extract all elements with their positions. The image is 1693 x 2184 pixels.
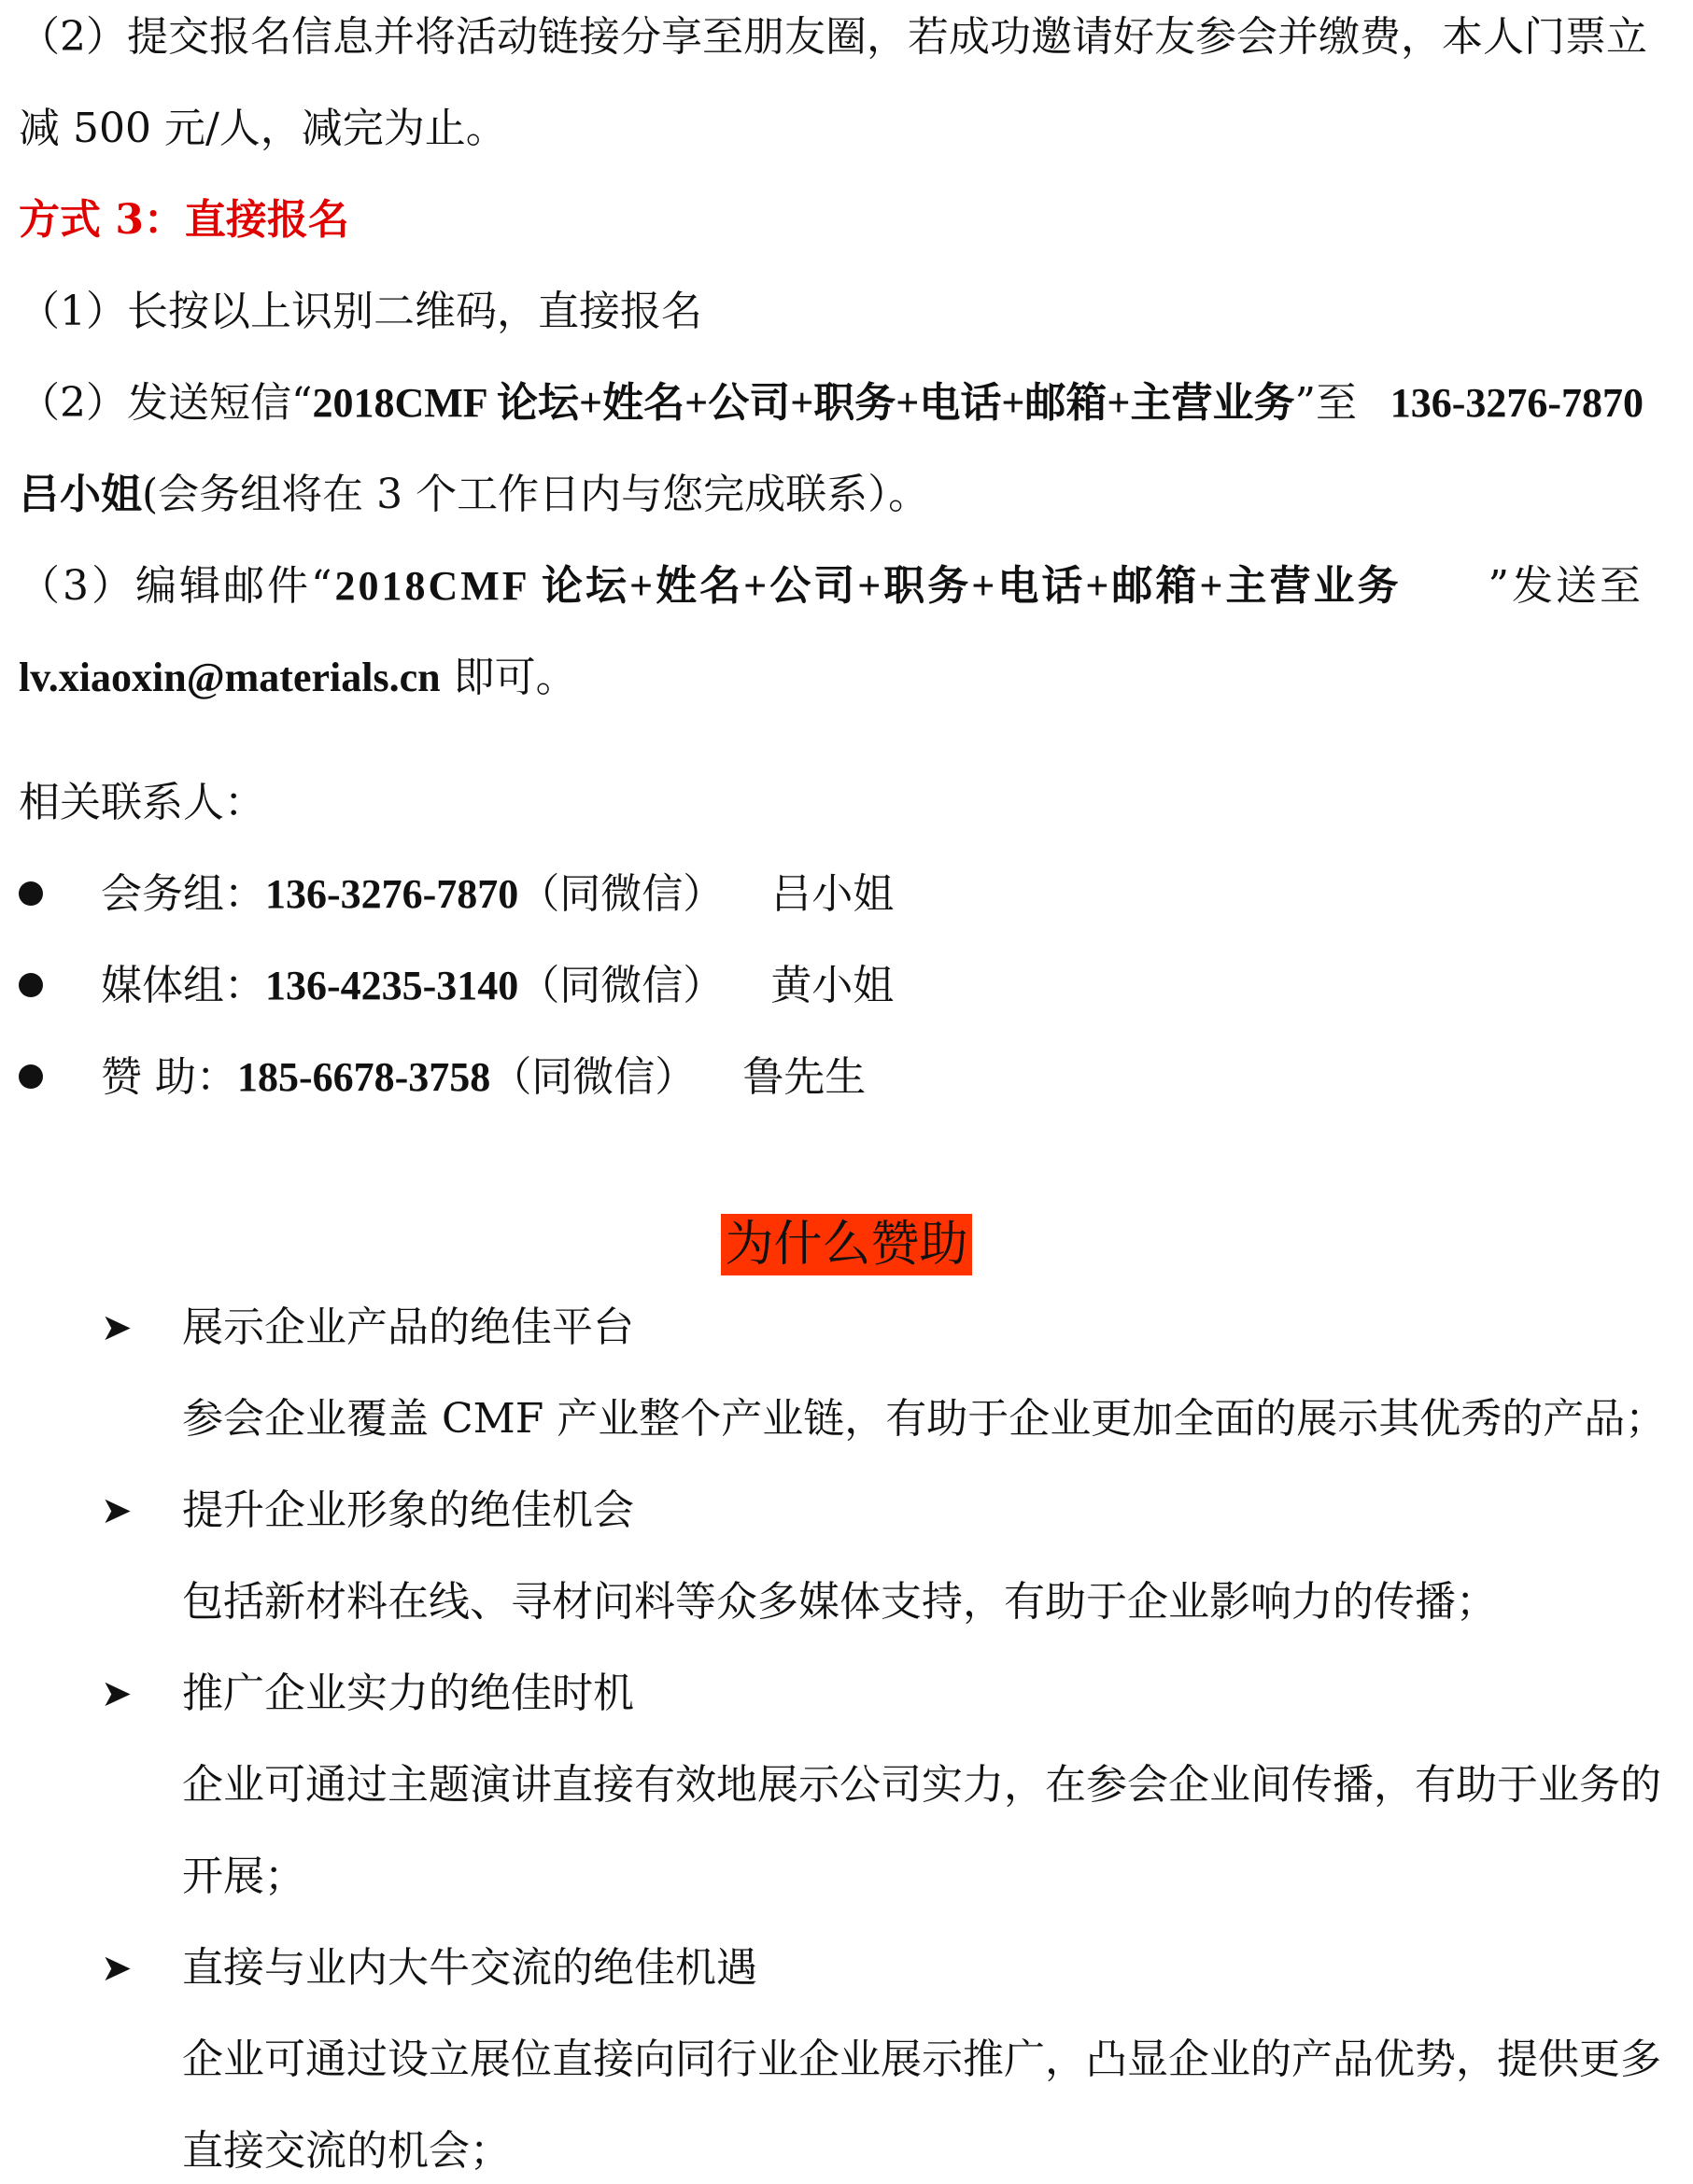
method-3-step-2-cont [19,467,1644,523]
sponsor-item-desc: 企业可通过设立展位直接向同行业企业展示推广，凸显企业的产品优势，提供更多 [182,2036,1661,2083]
step-2-mid: ”至 [1294,379,1357,427]
contact-phone[interactable]: 136-4235-3140 [265,963,519,1008]
registration-line-1: （2）提交报名信息并将活动链接分享至朋友圈，若成功邀请好友参会并缴费，本人门票立 [19,13,1647,61]
contact-note: （同微信） [518,962,725,1009]
sponsor-item-heading: 展示企业产品的绝佳平台 [182,1303,634,1351]
arrowhead-icon: ➤ [101,1306,133,1349]
contact-note: （同微信） [490,1053,697,1101]
filled-circle-icon [19,881,43,906]
step-3-prefix: （3）编辑邮件“ [19,562,335,610]
method-3-step-1: （1）长按以上识别二维码，直接报名 [19,288,702,335]
method-3-title: 方式 3：直接报名 [19,196,349,244]
contact-phone[interactable]: 136-3276-7870 [265,871,519,917]
contact-name: 黄小姐 [770,962,895,1009]
contact-label: 媒体组： [101,962,265,1009]
contact-item [19,958,894,1014]
contact-note: （同微信） [518,870,725,918]
step-2-phone[interactable]: 136-3276-7870 [1390,380,1644,426]
sponsor-item-desc: 参会企业覆盖 CMF 产业整个产业链，有助于企业更加全面的展示其优秀的产品； [182,1395,1667,1443]
step-2-contact-name: 吕小姐 [19,472,142,517]
contact-name: 吕小姐 [770,870,895,918]
step-2-suffix: (会务组将在 3 个工作日内与您完成联系）。 [142,471,930,518]
sponsor-item-desc: 开展； [182,1853,305,1900]
arrowhead-icon: ➤ [101,1672,133,1715]
sponsor-item-heading: 推广企业实力的绝佳时机 [182,1670,634,1717]
step-2-sms-format: 2018CMF 论坛+姓名+公司+职务+电话+邮箱+主营业务 [312,380,1295,426]
contact-item [19,1050,866,1106]
registration-line-2: 减 500 元/人，减完为止。 [19,105,507,152]
contact-phone[interactable]: 185-6678-3758 [237,1054,491,1100]
step-3-email[interactable]: lv.xiaoxin@materials.cn [19,655,441,700]
step-3-suffix: 即可。 [440,654,577,701]
method-3-step-3-cont [19,650,1644,706]
filled-circle-icon [19,973,43,997]
method-3-step-3 [19,558,1644,614]
sponsor-title: 为什么赞助 [721,1214,971,1275]
contacts-title: 相关联系人： [19,779,265,826]
filled-circle-icon [19,1064,43,1089]
arrowhead-icon: ➤ [101,1947,133,1990]
sponsor-item-heading: 直接与业内大牛交流的绝佳机遇 [182,1944,757,1992]
sponsor-title-wrap [0,1214,1693,1275]
sponsor-item-desc: 直接交流的机会； [182,2127,511,2175]
sponsor-item-desc: 企业可通过主题演讲直接有效地展示公司实力，在参会企业间传播，有助于业务的 [182,1761,1661,1809]
sponsor-item-heading: 提升企业形象的绝佳机会 [182,1487,634,1534]
contact-name: 鲁先生 [742,1053,867,1101]
contact-label: 会务组： [101,870,265,918]
step-3-mid: ”发送至 [1488,562,1644,610]
arrowhead-icon: ➤ [101,1489,133,1532]
step-3-email-format: 2018CMF 论坛+姓名+公司+职务+电话+邮箱+主营业务 [334,563,1402,609]
contact-label: 赞 助： [101,1053,237,1101]
sponsor-item-desc: 包括新材料在线、寻材问料等众多媒体支持，有助于企业影响力的传播； [182,1578,1497,1626]
method-3-step-2 [19,375,1644,431]
step-2-prefix: （2）发送短信“ [19,379,313,427]
contact-item [19,867,894,923]
